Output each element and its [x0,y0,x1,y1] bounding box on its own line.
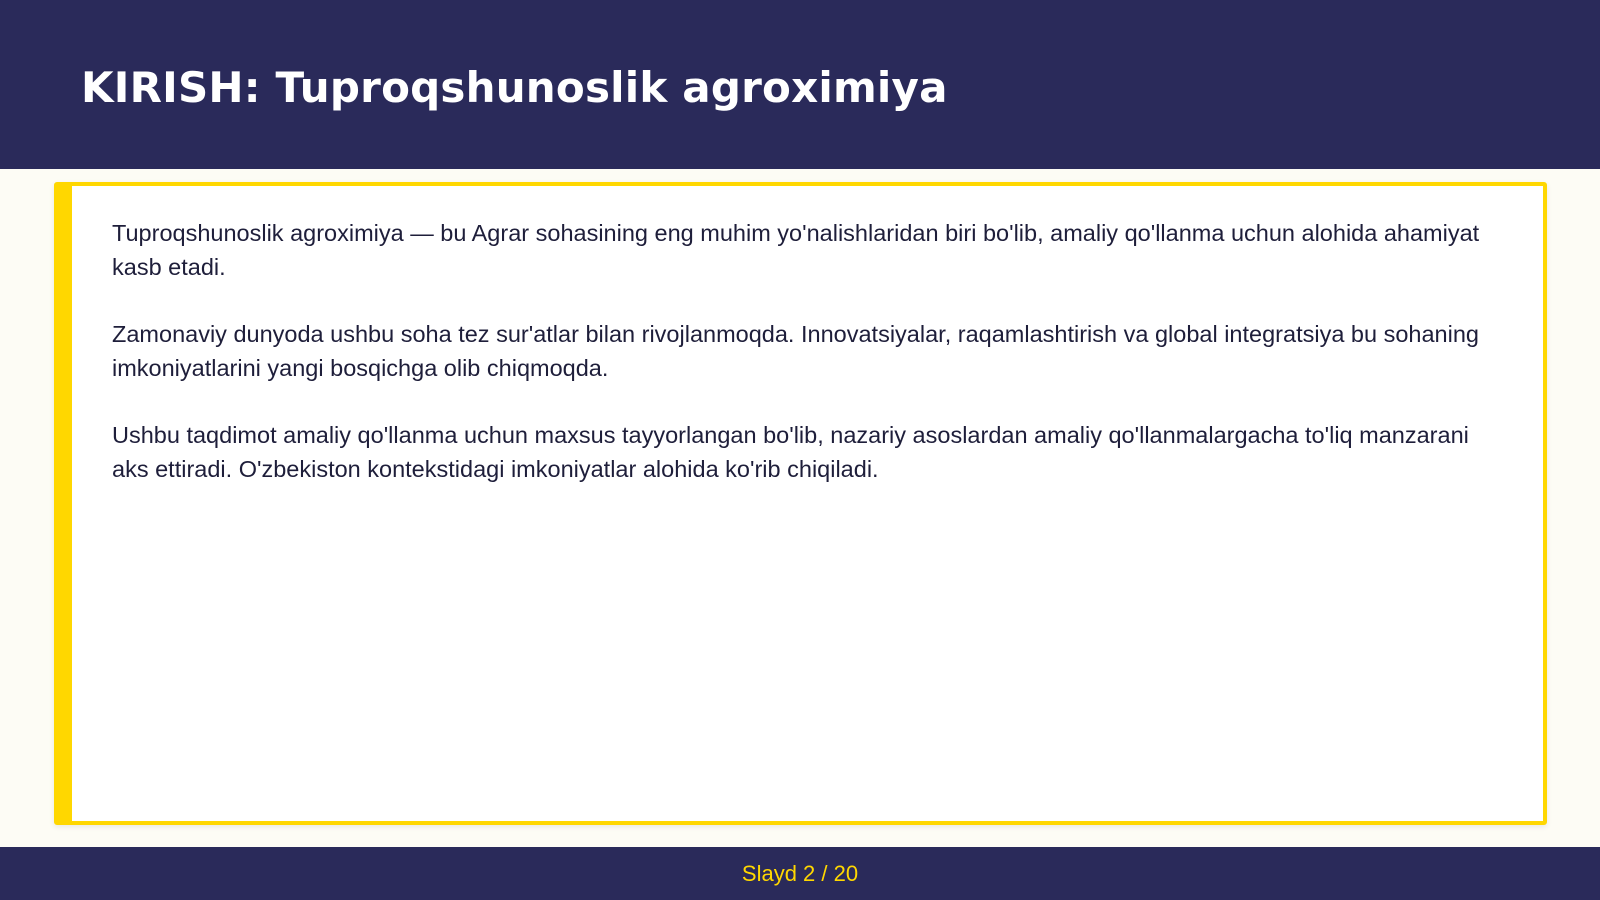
content-body [112,216,1502,519]
slide-header [0,0,1600,169]
slide-counter: Slayd 2 / 20 [741,861,859,886]
intro-paragraph: Tuproqshunoslik agroximiya — bu Agrar sohasining eng muhim yo'nalishlaridan biri bo'lib, amaliy qo'llanma uchun alohida ahamiyat kasb etadi. [112,220,1480,280]
presentation-paragraph: Ushbu taqdimot amaliy qo'llanma uchun maxsus tayyorlangan bo'lib, nazariy asoslardan amaliy qo'llanmalargacha to'liq manzarani aks ettiradi. O'zbekiston kontekstidagi imkoniyatlar alohida ko'rib chiqiladi. [112,422,1469,482]
content-card [54,182,1547,825]
development-paragraph: Zamonaviy dunyoda ushbu soha tez sur'atlar bilan rivojlanmoqda. Innovatsiyalar, raqamlashtirish va global integratsiya bu sohaning imkoniyatlarini yangi bosqichga olib chiqmoqda. [112,321,1479,381]
slide-footer [0,847,1600,900]
slide-title: KIRISH: Tuproqshunoslik agroximiya [81,63,948,112]
